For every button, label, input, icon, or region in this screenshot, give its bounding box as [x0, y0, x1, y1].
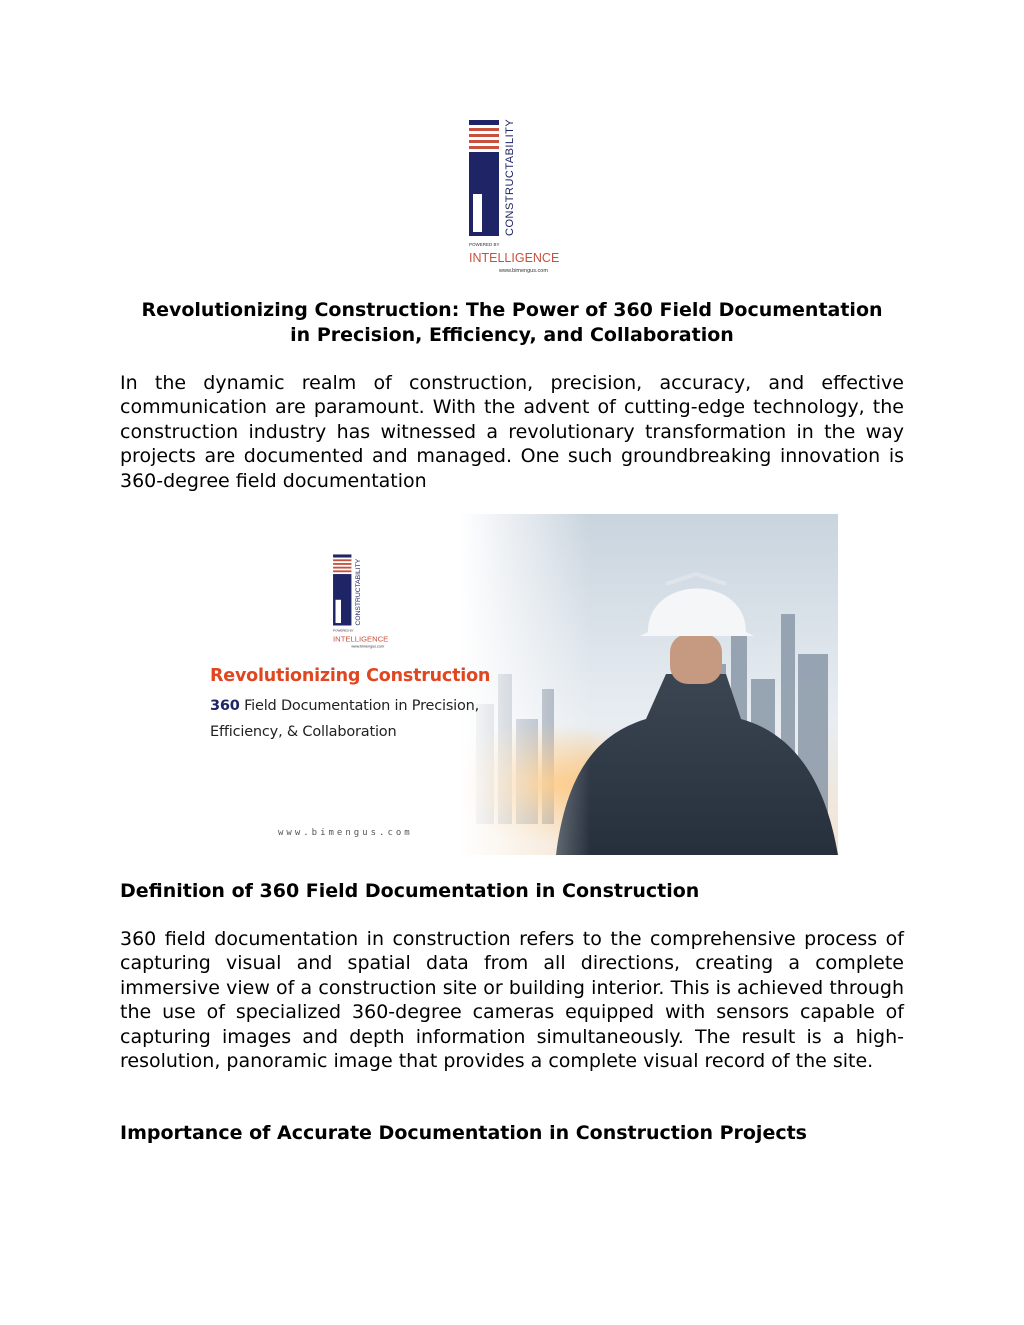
svg-text:INTELLIGENCE: INTELLIGENCE — [333, 634, 389, 644]
logo-brand-text: CONSTRUCTABILITY — [504, 118, 516, 236]
banner-subtitle-line-2: Efficiency, & Collaboration — [210, 724, 397, 740]
banner-subtitle-rest: Field Documentation in Precision, — [239, 698, 480, 714]
page-title-line-1: Revolutionizing Construction: The Power of 360 Field Documentation — [141, 299, 883, 321]
banner-url: www.bimengus.com — [278, 828, 413, 838]
constructability-logo — [463, 116, 563, 276]
logo-url: www.bimengus.com — [499, 268, 548, 274]
section-heading-definition: Definition of 360 Field Documentation in Construction — [120, 880, 700, 902]
svg-text:www.bimengus.com: www.bimengus.com — [351, 644, 384, 649]
definition-paragraph: 360 field documentation in construction refers to the comprehensive process of capturing visual and spatial data from all directions, creating a complete immersive view of a construction site or building interior. This is achieved through the use of specialized 360-degree cameras equipped with sensors capable of capturing images and depth information simultaneously. The result is a high-resolution, panoramic image that provides a complete visual record of the site. — [120, 928, 904, 1073]
svg-text:POWERED BY: POWERED BY — [333, 628, 354, 633]
section-heading-importance: Importance of Accurate Documentation in Construction Projects — [120, 1122, 807, 1144]
banner-subtitle-line-1 — [210, 698, 479, 714]
page-title-line-2: in Precision, Efficiency, and Collaboration — [290, 324, 734, 346]
banner-title: Revolutionizing Construction — [210, 666, 491, 686]
banner-logo-mark — [329, 552, 391, 650]
banner-image — [186, 514, 838, 855]
intro-paragraph: In the dynamic realm of construction, precision, accuracy, and effective communication are paramount. With the advent of cutting-edge technology, the construction industry has witnessed a revolutionary transformation in the way projects are documented and managed. One such groundbreaking innovation is 360-degree field documentation — [120, 372, 904, 492]
logo-powered-by: POWERED BY — [469, 242, 500, 247]
banner-logo — [329, 552, 391, 650]
banner-subtitle-number: 360 — [210, 698, 240, 714]
svg-text:CONSTRUCTABILITY: CONSTRUCTABILITY — [355, 558, 362, 626]
constructability-logo-mark — [463, 116, 563, 276]
page-title — [120, 298, 904, 348]
logo-intelligence: INTELLIGENCE — [469, 251, 560, 265]
